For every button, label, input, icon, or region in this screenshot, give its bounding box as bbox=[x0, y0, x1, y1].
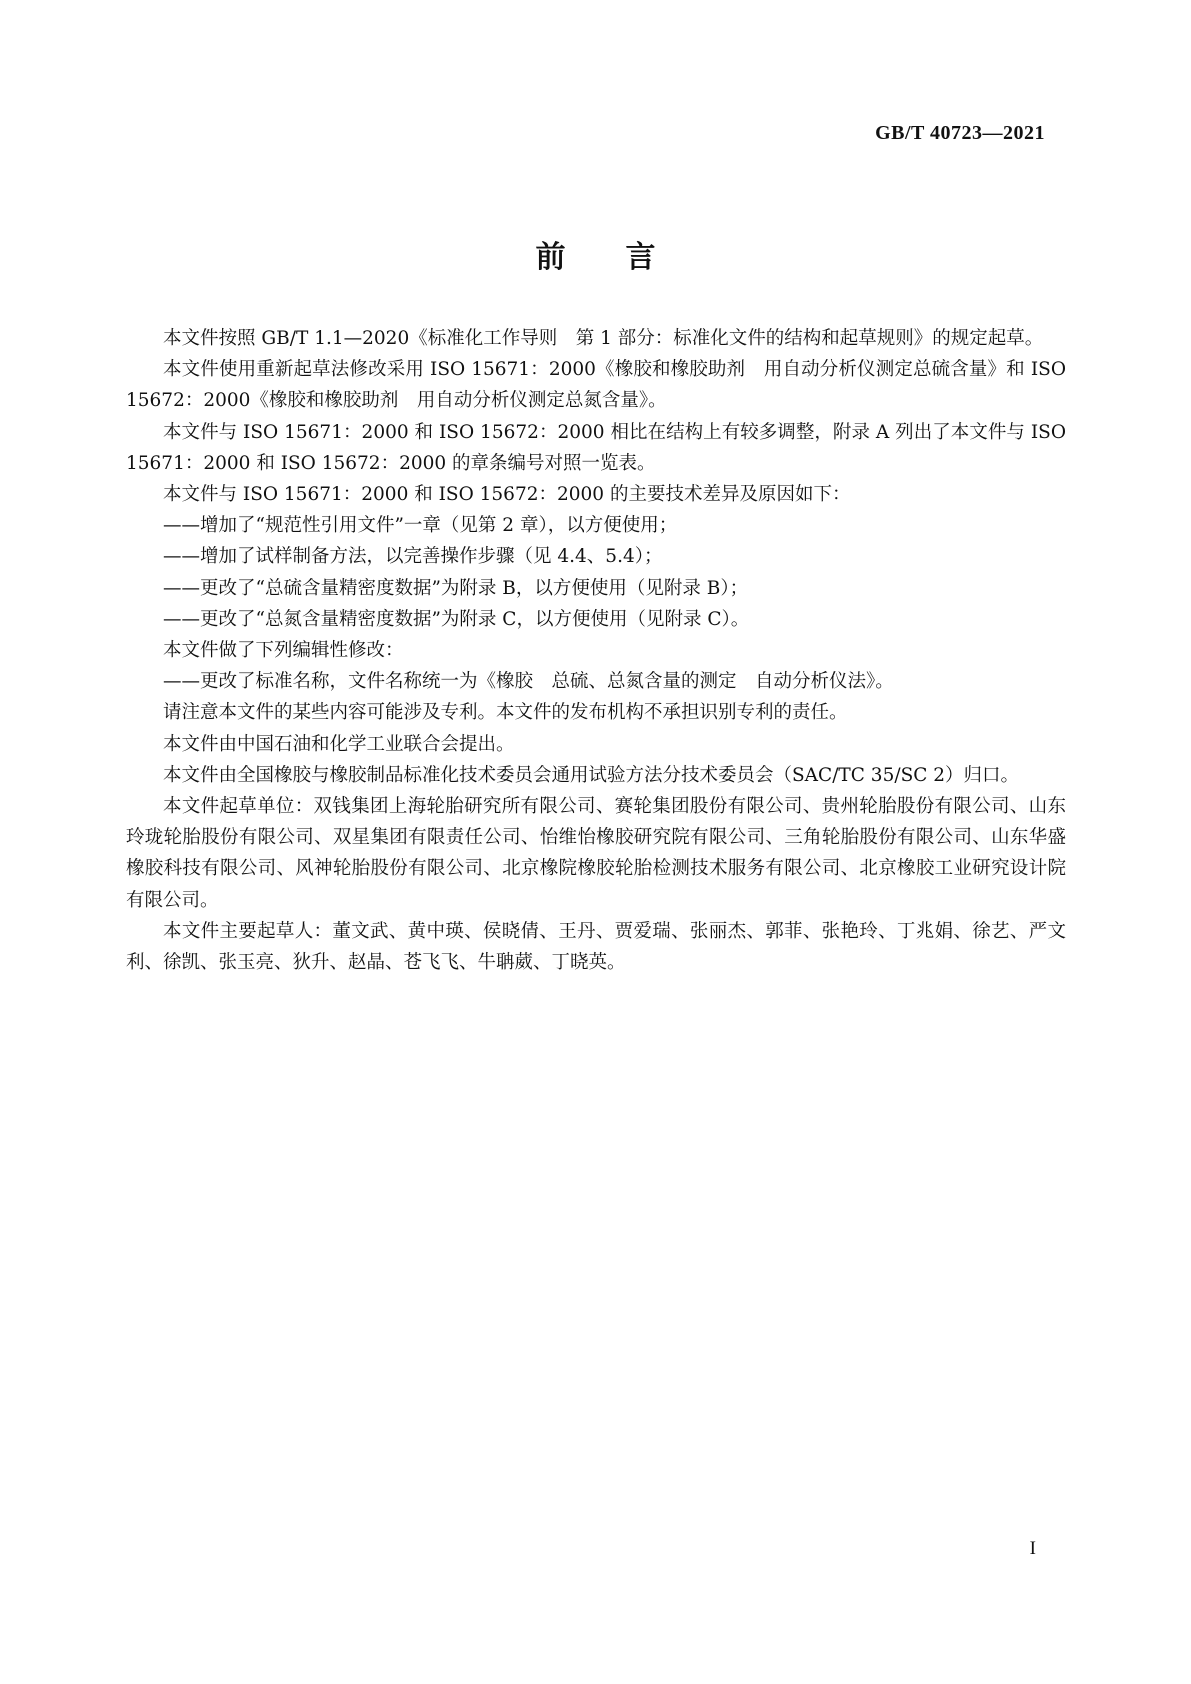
paragraph-proposer: 本文件由中国石油和化学工业联合会提出。 bbox=[163, 733, 515, 755]
paragraph-structure: 本文件与 ISO 15671：2000 和 ISO 15672：2000 相比在结构上有较多调整，附录 A 列出了本文件与 ISO 15671：2000 和 ISO 15672：2000 的章条编号对照一览表。 bbox=[126, 421, 1066, 474]
list-item-difference: ——更改了“总氮含量精密度数据”为附录 C，以方便使用（见附录 C）。 bbox=[163, 608, 750, 630]
paragraph-drafting-units: 本文件起草单位：双钱集团上海轮胎研究所有限公司、赛轮集团股份有限公司、贵州轮胎股份有限公司、山东玲珑轮胎股份有限公司、双星集团有限责任公司、怡维怡橡胶研究院有限公司、三角轮胎股份有限公司、山东华盛橡胶科技有限公司、风神轮胎股份有限公司、北京橡院橡胶轮胎检测技术服务有限公司、北京橡胶工业研究设计院有限公司。 bbox=[126, 796, 1066, 911]
title-char-2: 言 bbox=[625, 240, 656, 275]
paragraph-differences-intro: 本文件与 ISO 15671：2000 和 ISO 15672：2000 的主要技术差异及原因如下： bbox=[163, 484, 851, 506]
paragraph-patent-notice: 请注意本文件的某些内容可能涉及专利。本文件的发布机构不承担识别专利的责任。 bbox=[163, 702, 848, 724]
list-item-difference: ——更改了“总硫含量精密度数据”为附录 B，以方便使用（见附录 B）； bbox=[163, 577, 749, 599]
list-item-editorial: ——更改了标准名称，文件名称统一为《橡胶 总硫、总氮含量的测定 自动分析仪法》。 bbox=[163, 671, 894, 693]
paragraph-drafters: 本文件主要起草人：董文武、黄中瑛、侯晓倩、王丹、贾爱瑞、张丽杰、郭菲、张艳玲、丁兆娟、徐艺、严文利、徐凯、张玉亮、狄升、赵晶、苍飞飞、牛聃葳、丁晓英。 bbox=[126, 920, 1066, 974]
list-item-difference: ——增加了“规范性引用文件”一章（见第 2 章），以方便使用； bbox=[163, 515, 678, 537]
paragraph-committee: 本文件由全国橡胶与橡胶制品标准化技术委员会通用试验方法分技术委员会（SAC/TC 35/SC 2）归口。 bbox=[163, 764, 1020, 786]
paragraph-adoption: 本文件使用重新起草法修改采用 ISO 15671：2000《橡胶和橡胶助剂 用自动分析仪测定总硫含量》和 ISO 15672：2000《橡胶和橡胶助剂 用自动分析仪测定总氮含量》。 bbox=[126, 359, 1066, 412]
page-number: I bbox=[1029, 1538, 1036, 1559]
paragraph-editorial-intro: 本文件做了下列编辑性修改： bbox=[163, 640, 404, 662]
title-char-1: 前 bbox=[535, 240, 566, 275]
standard-code: GB/T 40723—2021 bbox=[875, 122, 1045, 144]
page-title bbox=[0, 232, 1191, 276]
list-item-difference: ——增加了试样制备方法，以完善操作步骤（见 4.4、5.4）； bbox=[163, 546, 663, 568]
foreword-body bbox=[126, 323, 1066, 978]
paragraph-drafting-rules: 本文件按照 GB/T 1.1—2020《标准化工作导则 第 1 部分：标准化文件的结构和起草规则》的规定起草。 bbox=[163, 328, 1044, 349]
